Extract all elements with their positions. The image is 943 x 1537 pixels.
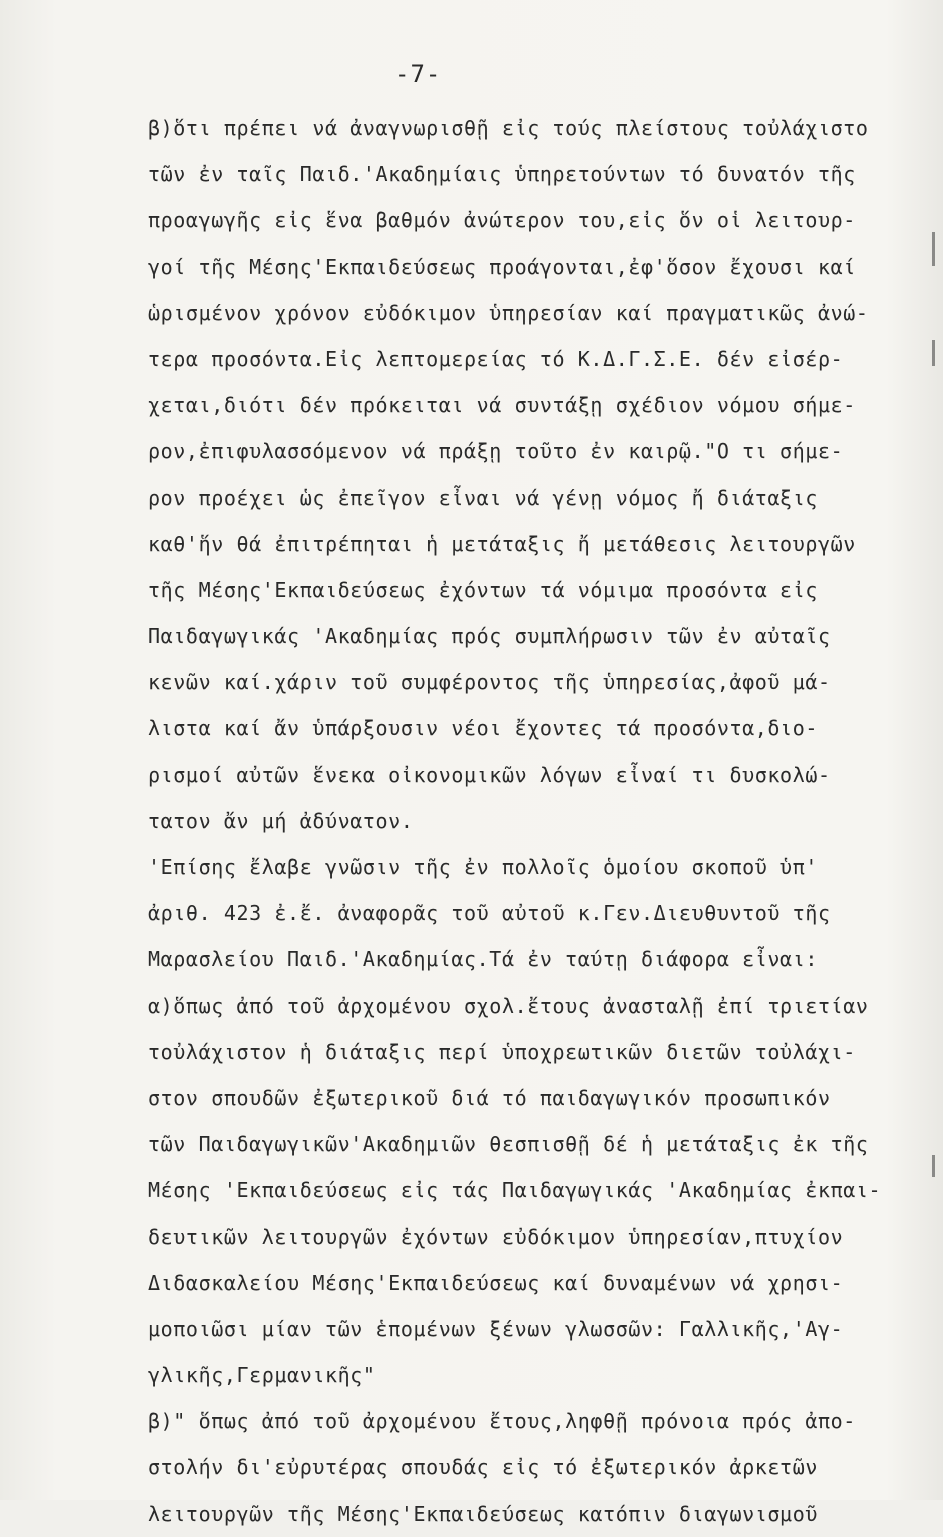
text-line: καθ'ἥν θά ἐπιτρέπηται ἡ μετάταξις ἤ μετάθεσις λειτουργῶν [148,531,856,556]
text-line: τοὐλάχιστον ἡ διάταξις περί ὑποχρεωτικῶν διετῶν τοὐλάχι- [148,1039,856,1064]
text-line: στολήν δι'εὐρυτέρας σπουδάς εἰς τό ἐξωτερικόν ἀρκετῶν [148,1455,818,1480]
margin-scan-mark [932,1155,935,1177]
margin-scan-mark [932,232,935,266]
text-line: ἀριθ. 423 ἐ.ἔ. ἀναφορᾶς τοῦ αὐτοῦ κ.Γεν.Διευθυντοῦ τῆς [148,901,831,926]
text-line: τῶν Παιδαγωγικῶν'Ακαδημιῶν θεσπισθῇ δέ ἡ μετάταξις ἐκ τῆς [148,1132,869,1157]
page-number: -7- [395,60,442,88]
text-line: β)ὅτι πρέπει νά ἀναγνωρισθῇ εἰς τούς πλείστους τοὐλάχιστο [148,116,869,140]
text-line: Μέσης 'Εκπαιδεύσεως εἰς τάς Παιδαγωγικάς 'Ακαδημίας ἐκπαι- [148,1178,882,1203]
text-line: ρον προέχει ὡς ἐπεῖγον εἶναι νά γένῃ νόμος ἤ διάταξις [148,485,818,510]
text-line: τερα προσόντα.Εἰς λεπτομερείας τό Κ.Δ.Γ.Σ.Ε. δέν εἰσέρ- [148,346,844,371]
text-line: γοί τῆς Μέσης'Εκπαιδεύσεως προάγονται,ἐφ'ὅσον ἔχουσι καί [148,254,856,279]
text-line: λιστα καί ἄν ὑπάρξουσιν νέοι ἔχοντες τά προσόντα,διο- [148,716,818,741]
text-line: προαγωγῆς εἰς ἕνα βαθμόν ἀνώτερον του,εἰς ὅν οἱ λειτουρ- [148,208,856,233]
text-line: χεται,διότι δέν πρόκειται νά συντάξῃ σχέδιον νόμου σήμε- [148,393,856,418]
text-line: κενῶν καί.χάριν τοῦ συμφέροντος τῆς ὑπηρεσίας,ἀφοῦ μά- [148,670,831,695]
text-line: 'Επίσης ἔλαβε γνῶσιν τῆς ἐν πολλοῖς ὁμοίου σκοποῦ ὑπ' [148,855,818,879]
text-line: τῶν ἐν ταῖς Παιδ.'Ακαδημίαις ὑπηρετούντων τό δυνατόν τῆς [148,162,856,187]
text-line: Μαρασλείου Παιδ.'Ακαδημίας.Τά ἐν ταύτῃ διάφορα εἶναι: [148,947,818,972]
text-line: τατον ἄν μή ἀδύνατον. [148,808,414,833]
text-line: ρον,ἐπιφυλασσόμενον νά πράξῃ τοῦτο ἐν καιρῷ."Ο τι σήμε- [148,439,844,464]
text-line: ὡρισμένον χρόνον εὐδόκιμον ὑπηρεσίαν καί πραγματικῶς ἀνώ- [148,300,869,325]
text-line: α)ὅπως ἀπό τοῦ ἀρχομένου σχολ.ἔτους ἀνασταλῇ ἐπί τριετίαν [148,993,869,1018]
text-line: τῆς Μέσης'Εκπαιδεύσεως ἐχόντων τά νόμιμα προσόντα εἰς [148,577,818,602]
text-line: λειτουργῶν τῆς Μέσης'Εκπαιδεύσεως κατόπιν διαγωνισμοῦ [148,1501,818,1526]
margin-scan-mark [932,340,935,366]
text-line: στον σπουδῶν ἐξωτερικοῦ διά τό παιδαγωγικόν προσωπικόν [148,1085,831,1110]
text-line: δευτικῶν λειτουργῶν ἐχόντων εὐδόκιμον ὑπηρεσίαν,πτυχίον [148,1224,844,1249]
text-line: Διδασκαλείου Μέσης'Εκπαιδεύσεως καί δυναμένων νά χρησι- [148,1270,844,1295]
text-line: γλικῆς,Γερμανικῆς" [148,1363,376,1388]
text-line: β)" ὅπως ἀπό τοῦ ἀρχομένου ἔτους,ληφθῇ πρόνοια πρός ἀπο- [148,1409,856,1434]
text-line: μοποιῶσι μίαν τῶν ἑπομένων ξένων γλωσσῶν: Γαλλικῆς,'Αγ- [148,1316,844,1341]
text-line: Παιδαγωγικάς 'Ακαδημίας πρός συμπλήρωσιν τῶν ἐν αὐταῖς [148,624,831,649]
text-line: ρισμοί αὐτῶν ἕνεκα οἰκονομικῶν λόγων εἶναί τι δυσκολώ- [148,762,831,787]
typed-letter-body [148,105,928,1537]
